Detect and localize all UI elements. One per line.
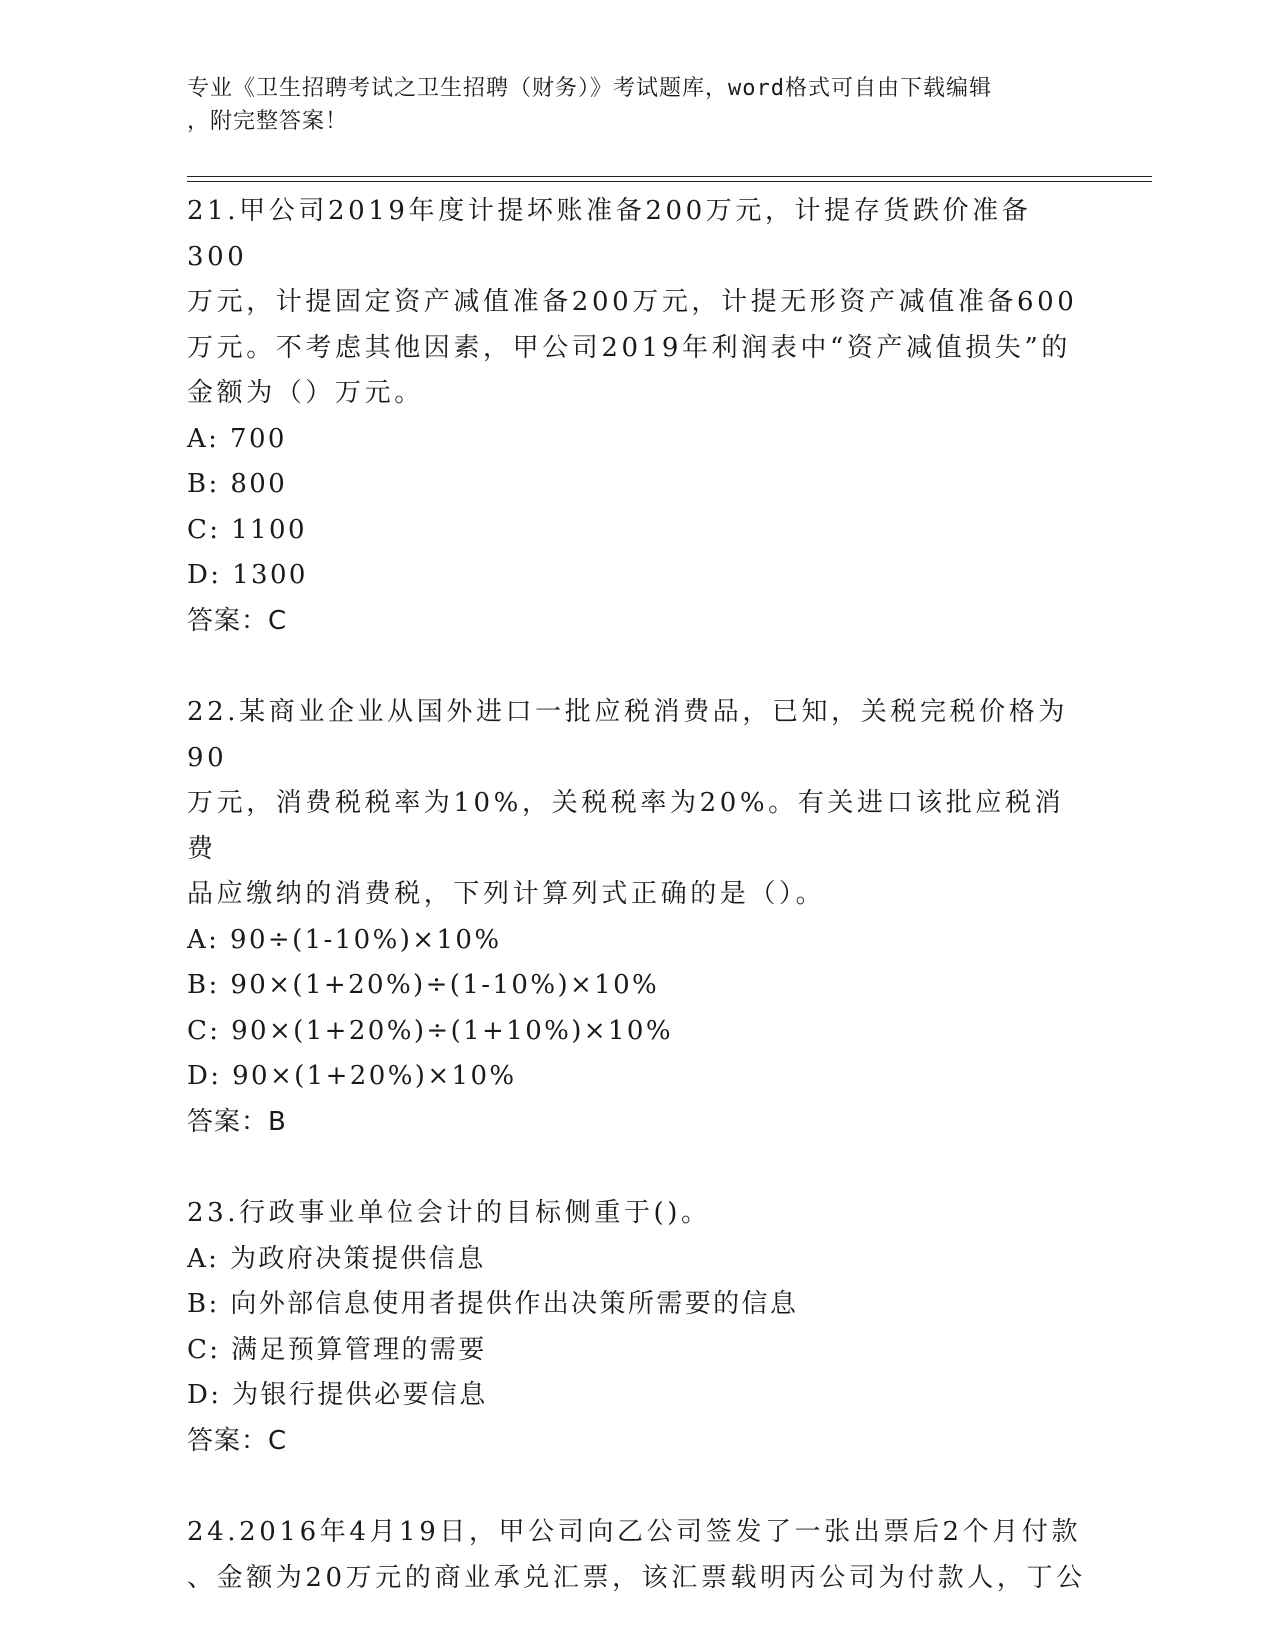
header-divider-top [187,176,1152,177]
question-stem-line: 、金额为20万元的商业承兑汇票，该汇票载明丙公司为付款人，丁公 [187,1562,1086,1593]
question-stem-line: 金额为（）万元。 [187,378,424,408]
answer-line: 答案：C [187,605,288,636]
option-b: B: 向外部信息使用者提供作出决策所需要的信息 [187,1289,799,1319]
question-stem-line: 万元。不考虑其他因素，甲公司2019年利润表中“资产减值损失”的 [187,332,1071,363]
option-a: A: 为政府决策提供信息 [187,1243,486,1274]
question-21 [187,189,1087,644]
option-a: A: 90÷(1-10%)×10% [187,924,502,955]
option-d: D: 1300 [187,560,308,590]
question-stem-line: 品应缴纳的消费税，下列计算列式正确的是（）。 [187,879,826,909]
document-header [187,72,1067,138]
question-24 [187,1510,1087,1601]
header-line-1: 专业《卫生招聘考试之卫生招聘（财务）》考试题库，word格式可自由下载编辑 [187,76,992,101]
answer-line: 答案：B [187,1106,287,1137]
question-22 [187,690,1087,1145]
header-line-2: ，附完整答案！ [187,109,349,134]
question-stem-line: 万元，计提固定资产减值准备200万元，计提无形资产减值准备600 [187,287,1078,317]
option-a: A: 700 [187,423,287,454]
answer-line: 答案：C [187,1425,288,1456]
option-c: C: 90×(1+20%)÷(1+10%)×10% [187,1015,673,1046]
option-d: D: 为银行提供必要信息 [187,1380,488,1410]
option-b: B: 800 [187,469,288,499]
option-d: D: 90×(1+20%)×10% [187,1061,517,1091]
question-23 [187,1191,1087,1464]
question-list [187,189,1087,1647]
option-c: C: 满足预算管理的需要 [187,1334,487,1365]
question-stem-line: 22.某商业企业从国外进口一批应税消费品，已知，关税完税价格为90 [187,697,1068,773]
question-stem-line: 21.甲公司2019年度计提坏账准备200万元，计提存货跌价准备300 [187,196,1032,272]
option-c: C: 1100 [187,514,307,545]
option-b: B: 90×(1+20%)÷(1-10%)×10% [187,970,660,1000]
question-stem-line: 23.行政事业单位会计的目标侧重于()。 [187,1198,711,1228]
question-stem-line: 24.2016年4月19日，甲公司向乙公司签发了一张出票后2个月付款 [187,1517,1082,1547]
question-stem-line: 万元，消费税税率为10%，关税税率为20%。有关进口该批应税消费 [187,788,1065,864]
header-divider-bottom [187,181,1152,182]
